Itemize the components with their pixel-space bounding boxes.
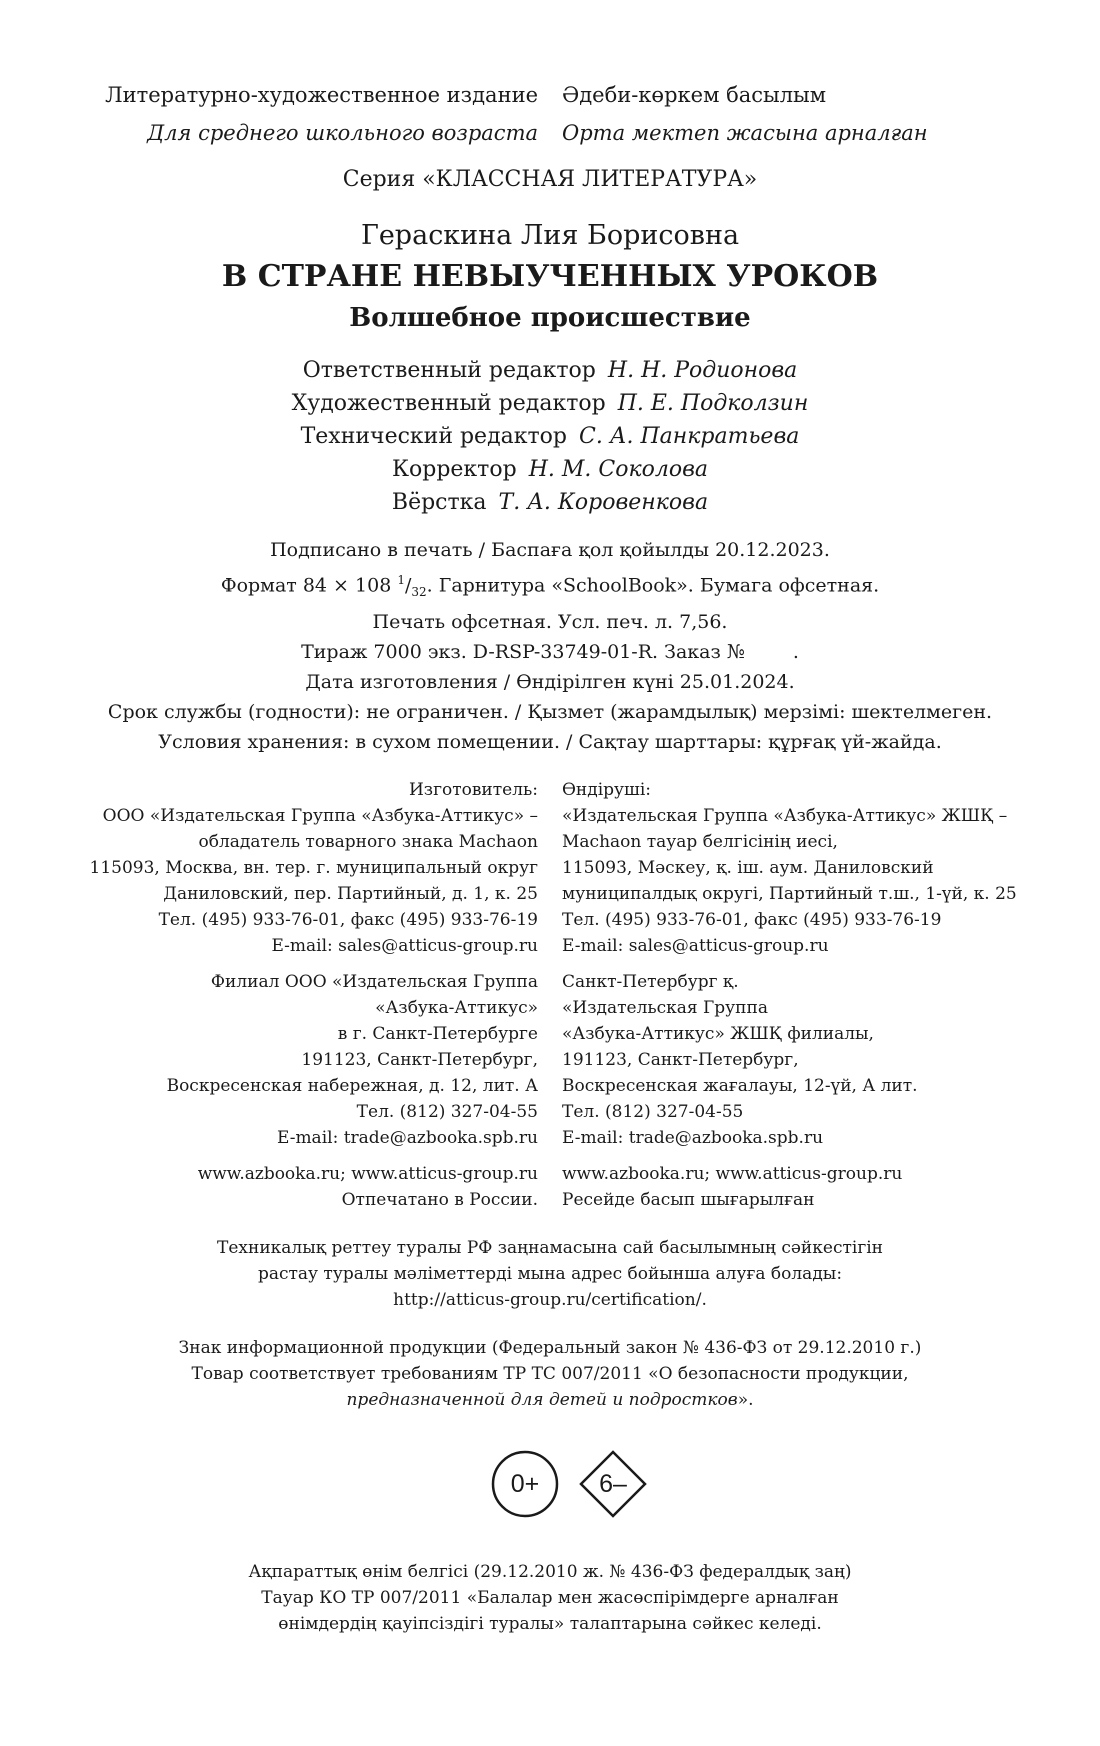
age-rating-marks [38,1449,1100,1519]
manufacturer-kz: Өндіруші: «Издательская Группа «Азбука-Аттикус» ЖШҚ – Machaon тауар белгісінің иесі, 115093, Мәскеу, қ. іш. аум. Даниловский муниципалдық округі, Партийный т.ш., 1-үй, к. 25 Тел. (495) 933-76-01, факс (495) 933-76-19 E-mail: sales@atticus-group.ru [562,780,1017,957]
age-circle-icon [490,1449,560,1519]
author: Гераскина Лия Борисовна [360,220,740,251]
credit-line: Ответственный редактор Н. Н. Родионова [302,358,798,383]
web-kz: www.azbooka.ru; www.atticus-group.ru Ресейде басып шығарылған [562,1164,903,1211]
kz-info-note: Ақпараттық өнім белгісі (29.12.2010 ж. № 436-ФЗ федералдық заң) Тауар КО ТР 007/2011 «Балалар мен жасөспірімдерге арналған өнімдердің қауіпсіздігі туралы» талаптарына сәйкес келеді. [248,1562,852,1635]
branch-ru: Филиал ООО «Издательская Группа «Азбука-Аттикус» в г. Санкт-Петербурге 191123, Санкт-Петербург, Воскресенская набережная, д. 12, лит. А Тел. (812) 327-04-55 E-mail: trade@azbooka.spb.ru [166,972,538,1149]
web-ru: www.azbooka.ru; www.atticus-group.ru Отпечатано в России. [197,1164,538,1211]
branch-block [0,969,1100,1151]
certification-note: Техникалық реттеу туралы РФ заңнамасына сай басылымның сәйкестігін растау туралы мәліметтерді мына адрес бойынша алуға болады: http://atticus-group.ru/certification/. [217,1238,883,1311]
credits [0,354,1100,519]
credit-line: Технический редактор С. А. Панкратьева [300,424,800,449]
signed-line: Подписано в печать / Баспаға қол қойылды 20.12.2023. [270,539,830,561]
age-circle-label: 0+ [510,1470,540,1499]
age-ru: Для среднего школьного возраста [147,121,538,145]
branch-kz: Санкт-Петербург қ. «Издательская Группа «Азбука-Аттикус» ЖШҚ филиалы, 191123, Санкт-Петербург, Воскресенская жағалауы, 12-үй, А лит. Тел. (812) 327-04-55 E-mail: trade@azbooka.spb.ru [562,972,918,1149]
age-diamond-label: 6– [599,1470,627,1499]
credit-line: Корректор Н. М. Соколова [391,457,709,482]
book-title: В СТРАНЕ НЕВЫУЧЕННЫХ УРОКОВ [221,259,879,294]
credit-line: Вёрстка Т. А. Коровенкова [391,490,709,515]
storage-line: Условия хранения: в сухом помещении. / Сақтау шарттары: құрғақ үй-жайда. [158,731,942,754]
age-diamond-icon [578,1449,648,1519]
web-block [0,1161,1100,1213]
format-line: Формат 84 × 108 $^1/_{32}$. Гарнитура «SchoolBook». Бумага офсетная. [220,573,880,600]
date-line: Дата изготовления / Өндірілген күні 25.01.2024. [305,671,795,694]
edition-ru: Литературно-художественное издание [105,83,538,107]
credit-line: Художественный редактор П. Е. Подколзин [291,391,809,416]
edition-kz: Әдеби-көркем басылым [562,83,827,107]
age-kz: Орта мектеп жасына арналған [562,121,928,145]
series: Серия «КЛАССНАЯ ЛИТЕРАТУРА» [342,167,758,192]
book-subtitle: Волшебное происшествие [349,303,751,333]
print-line: Печать офсетная. Усл. печ. л. 7,56. [372,611,728,634]
shelf-line: Срок службы (годности): не ограничен. / Қызмет (жарамдылық) мерзімі: шектелмеген. [107,701,993,724]
manufacturer-block [0,777,1100,959]
imprint-details [0,535,1100,757]
edition-header [0,76,1100,152]
law-note: Знак информационной продукции (Федеральный закон № 436-ФЗ от 29.12.2010 г.) Товар соответствует требованиям ТР ТС 007/2011 «О безопасности продукции, предназначенной для детей и подростков». [178,1338,922,1411]
manufacturer-ru: Изготовитель: ООО «Издательская Группа «Азбука-Аттикус» – обладатель товарного знака Machaon 115093, Москва, вн. тер. г. муниципальный округ Даниловский, пер. Партийный, д. 1, к. 25 Тел. (495) 933-76-01, факс (495) 933-76-19 E-mail: sales@atticus-group.ru [89,780,538,957]
run-line: Тираж 7000 экз. D-RSP-33749-01-R. Заказ № . [301,641,799,664]
